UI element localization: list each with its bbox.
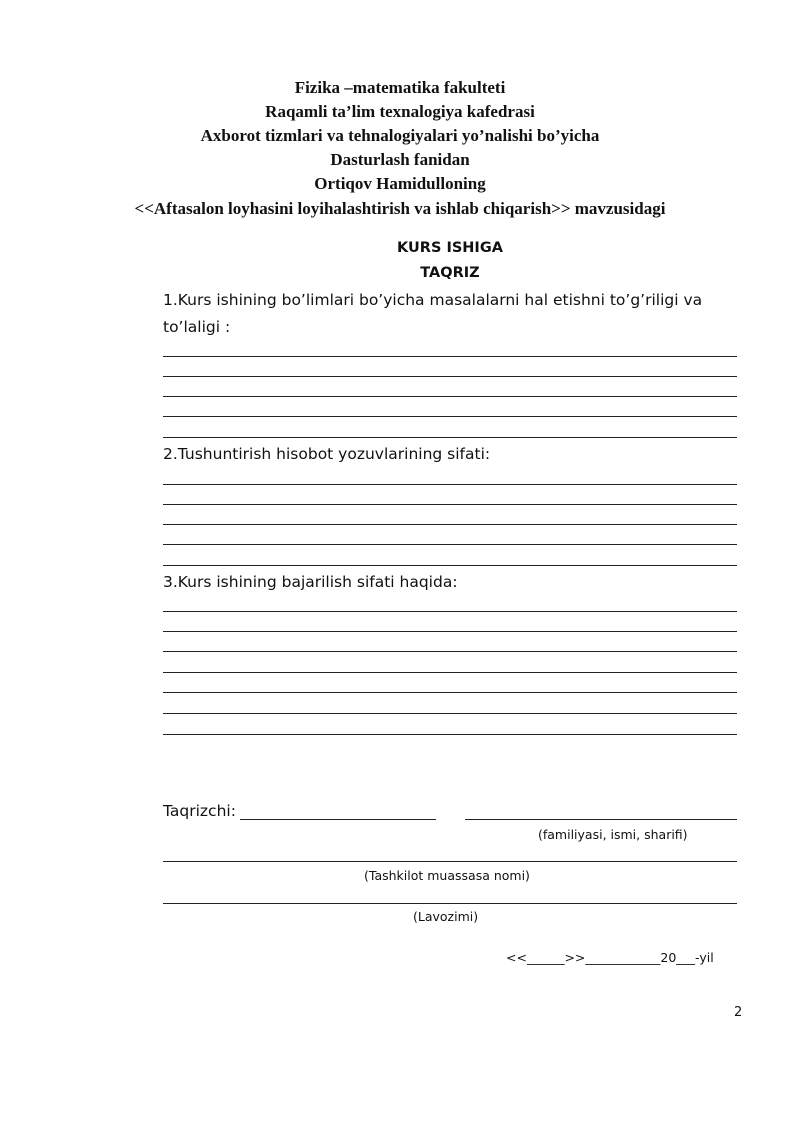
department-line: Raqamli ta’lim texnalogiya kafedrasi [265, 102, 535, 121]
name-caption: (familiyasi, ismi, sharifi) [538, 827, 688, 842]
page-number: 2 [734, 1005, 743, 1020]
student-name-line: Ortiqov Hamidulloning [314, 174, 486, 193]
answer-line[interactable] [163, 504, 737, 505]
answer-line[interactable] [163, 484, 737, 485]
organization-line[interactable] [163, 861, 737, 862]
answer-line[interactable] [163, 611, 737, 612]
position-caption: (Lavozimi) [413, 909, 479, 924]
date-field[interactable]: <<______>>____________20___-yil [506, 950, 714, 965]
topic-line: <<Aftasalon loyhasini loyihalashtirish va ishlab chiqarish>> mavzusidagi [134, 199, 666, 218]
doc-title-line2: TAQRIZ [420, 265, 480, 281]
question-2: 2.Tushuntirish hisobot yozuvlarining sifati: [163, 445, 491, 463]
doc-title-line1: KURS ISHIGA [397, 240, 503, 256]
organization-caption: (Tashkilot muassasa nomi) [364, 868, 530, 883]
answer-line[interactable] [163, 544, 737, 545]
answer-line[interactable] [163, 692, 737, 693]
answer-line[interactable] [163, 416, 737, 417]
question-1 [163, 287, 743, 341]
answer-line[interactable] [163, 631, 737, 632]
subject-line: Dasturlash fanidan [330, 150, 470, 169]
faculty-line: Fizika –matematika fakulteti [294, 78, 506, 97]
answer-line[interactable] [163, 396, 737, 397]
reviewer-label: Taqrizchi: [163, 802, 236, 820]
reviewer-signature-line[interactable] [240, 819, 436, 820]
question-1-text-b: to’laligi : [163, 318, 231, 336]
answer-line[interactable] [163, 651, 737, 652]
answer-line[interactable] [163, 356, 737, 357]
answer-line[interactable] [163, 713, 737, 714]
specialty-line: Axborot tizmlari va tehnalogiyalari yo’nalishi bo’yicha [200, 126, 600, 145]
position-line[interactable] [163, 903, 737, 904]
question-1-text-a: 1.Kurs ishining bo’limlari bo’yicha masalalarni hal etishni to’g’riligi va [163, 291, 703, 309]
answer-line[interactable] [163, 565, 737, 566]
answer-line[interactable] [163, 524, 737, 525]
reviewer-name-line[interactable] [465, 819, 737, 820]
question-3: 3.Kurs ishining bajarilish sifati haqida: [163, 573, 458, 591]
answer-line[interactable] [163, 437, 737, 438]
answer-line[interactable] [163, 672, 737, 673]
answer-line[interactable] [163, 376, 737, 377]
answer-line[interactable] [163, 734, 737, 735]
